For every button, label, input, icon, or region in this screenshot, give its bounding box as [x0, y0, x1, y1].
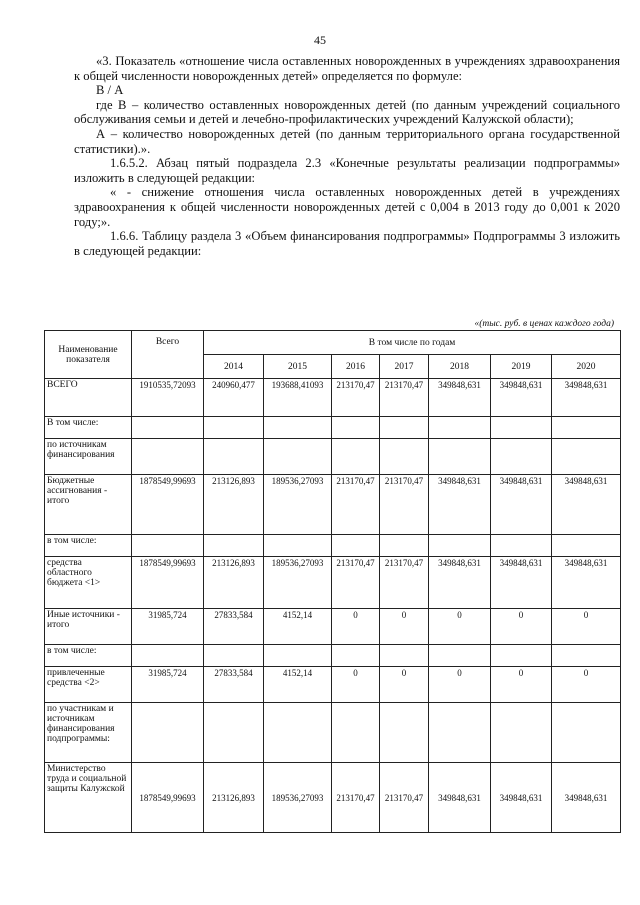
cell-value: 349848,631: [491, 475, 552, 535]
cell-value: 349848,631: [429, 379, 491, 417]
table-row: [45, 609, 621, 645]
cell-total: 1878549,99693: [132, 475, 204, 535]
cell-value: 0: [332, 609, 380, 645]
financing-table: [44, 330, 621, 833]
cell-value: 349848,631: [552, 763, 621, 833]
header-year: 2016: [332, 355, 380, 379]
paragraph-quote: « - снижение отношения числа оставленных новорожденных детей в учреждениях здравоохранения к общей численности новорожденных детей с 0,004 в 2013 году до 0,001 к 2020 году;».: [74, 185, 620, 229]
table-row: [45, 645, 621, 667]
row-label: по участникам и источникам финансирования подпрограммы:: [45, 703, 132, 763]
row-label: ВСЕГО: [45, 379, 132, 417]
cell-value: 193688,41093: [264, 379, 332, 417]
header-year: 2020: [552, 355, 621, 379]
cell-value: 213170,47: [380, 557, 429, 609]
cell-value: 0: [552, 667, 621, 703]
cell-value: 0: [332, 667, 380, 703]
cell-value: 0: [491, 609, 552, 645]
table-row: [45, 475, 621, 535]
cell-value: 213126,893: [204, 763, 264, 833]
row-label: средства областного бюджета <1>: [45, 557, 132, 609]
cell-value: 4152,14: [264, 609, 332, 645]
cell-value: 213126,893: [204, 557, 264, 609]
cell-value: 349848,631: [491, 557, 552, 609]
table-row: [45, 535, 621, 557]
cell-total: 1910535,72093: [132, 379, 204, 417]
cell-value: 0: [552, 609, 621, 645]
header-year: 2015: [264, 355, 332, 379]
header-total: Всего: [132, 331, 204, 379]
cell-value: 213170,47: [332, 763, 380, 833]
row-label: Министерство труда и социальной защиты Калужской: [45, 763, 132, 833]
row-label: В том числе:: [45, 417, 132, 439]
cell-value: 213170,47: [332, 557, 380, 609]
table-row: [45, 417, 621, 439]
cell-value: 349848,631: [552, 475, 621, 535]
paragraph-1-6-5-2: 1.6.5.2. Абзац пятый подраздела 2.3 «Конечные результаты реализации подпрограммы» изложить в следующей редакции:: [74, 156, 620, 185]
header-year: 2019: [491, 355, 552, 379]
cell-value: 213170,47: [380, 475, 429, 535]
cell-value: 213170,47: [380, 379, 429, 417]
table-row: [45, 703, 621, 763]
cell-value: 213170,47: [332, 379, 380, 417]
cell-value: 189536,27093: [264, 557, 332, 609]
document-body: [74, 54, 620, 258]
cell-value: 27833,584: [204, 667, 264, 703]
cell-value: 349848,631: [552, 379, 621, 417]
cell-value: 349848,631: [429, 557, 491, 609]
cell-value: 4152,14: [264, 667, 332, 703]
paragraph-1-6-6: 1.6.6. Таблицу раздела 3 «Объем финансирования подпрограммы» Подпрограммы 3 изложить в следующей редакции:: [74, 229, 620, 258]
table-row: [45, 379, 621, 417]
row-label: Иные источники - итого: [45, 609, 132, 645]
header-by-years: В том числе по годам: [204, 331, 621, 355]
cell-value: 0: [380, 667, 429, 703]
cell-total: 31985,724: [132, 609, 204, 645]
cell-total: 1878549,99693: [132, 763, 204, 833]
cell-value: 189536,27093: [264, 475, 332, 535]
formula: В / А: [96, 83, 124, 98]
cell-value: 0: [380, 609, 429, 645]
cell-value: 349848,631: [491, 379, 552, 417]
cell-value: 189536,27093: [264, 763, 332, 833]
header-year: 2018: [429, 355, 491, 379]
table-row: [45, 667, 621, 703]
paragraph-indicator-3: «3. Показатель «отношение числа оставленных новорожденных в учреждениях здравоохранения к общей численности новорожденных детей» определяется по формуле:: [74, 54, 620, 83]
page-number: 45: [314, 33, 326, 47]
cell-value: 0: [429, 609, 491, 645]
cell-value: 27833,584: [204, 609, 264, 645]
cell-value: 349848,631: [429, 475, 491, 535]
cell-value: 240960,477: [204, 379, 264, 417]
cell-value: 0: [429, 667, 491, 703]
table-units-note: «(тыс. руб. в ценах каждого года): [474, 319, 614, 329]
row-label: привлеченные средства <2>: [45, 667, 132, 703]
table-row: [45, 763, 621, 833]
row-label: по источникам финансирования: [45, 439, 132, 475]
header-name: Наименование показателя: [45, 331, 132, 379]
paragraph-definition-b: где В – количество оставленных новорожденных детей (по данным учреждений социального обслуживания семьи и детей и лечебно-профилактических учреждений Калужской области);: [74, 97, 620, 127]
cell-value: 213126,893: [204, 475, 264, 535]
row-label: Бюджетные ассигнования - итого: [45, 475, 132, 535]
cell-value: 349848,631: [429, 763, 491, 833]
cell-value: 213170,47: [332, 475, 380, 535]
header-year: 2017: [380, 355, 429, 379]
cell-total: 31985,724: [132, 667, 204, 703]
table-row: [45, 439, 621, 475]
table-row: [45, 557, 621, 609]
row-label: в том числе:: [45, 535, 132, 557]
paragraph-definition-a: А – количество новорожденных детей (по данным территориального органа государственной статистики).».: [74, 126, 620, 156]
row-label: в том числе:: [45, 645, 132, 667]
cell-total: 1878549,99693: [132, 557, 204, 609]
cell-value: 349848,631: [491, 763, 552, 833]
cell-value: 0: [491, 667, 552, 703]
cell-value: 349848,631: [552, 557, 621, 609]
cell-value: 213170,47: [380, 763, 429, 833]
header-year: 2014: [204, 355, 264, 379]
